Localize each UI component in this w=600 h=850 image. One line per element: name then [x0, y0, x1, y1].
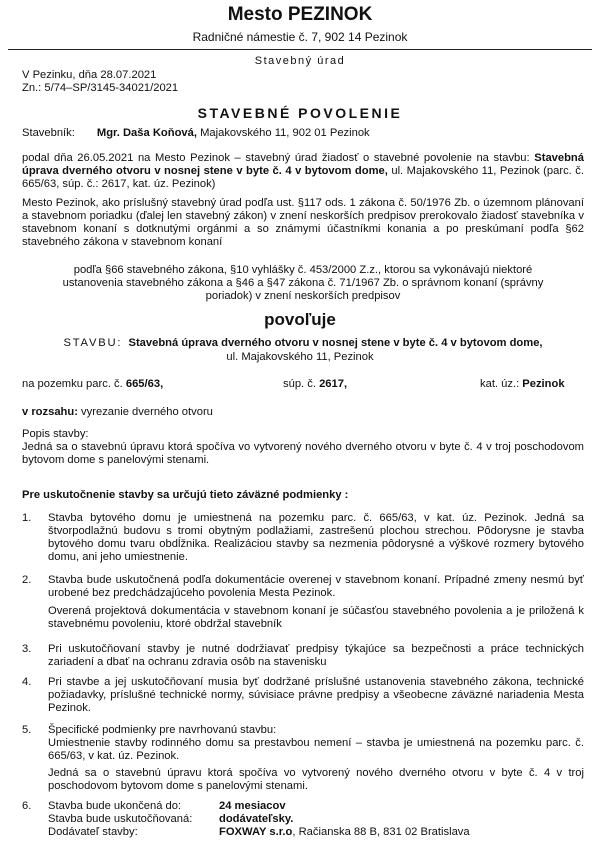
stavba-name: Stavebná úprava dverného otvoru v nosnej stene v byte č. 4 v bytovom dome,	[128, 337, 543, 349]
description-label: Popis stavby:	[22, 428, 89, 440]
request-paragraph	[22, 152, 584, 191]
kat-value: Pezinok	[522, 378, 565, 390]
contractor-line	[219, 826, 470, 839]
execution-value: dodávateľsky.	[219, 813, 294, 825]
conditions-heading: Pre uskutočnenie stavby sa určujú tieto záväzné podmienky :	[22, 489, 349, 501]
contractor-name: FOXWAY s.r.o	[219, 826, 293, 838]
reference-number: Zn.: 5/74–SP/3145-34021/2021	[22, 82, 179, 94]
condition-text: Pri stavbe a jej uskutočňovaní musia byť dodržané príslušné ustanovenia stavebného zákona, technické požiadavky, príslušné technické normy, súvisiace právne predpisy a všeobecne záväzné nariadenia Mesta Pezinok.	[48, 676, 584, 714]
builder-name: Mgr. Daša Koňová,	[96, 127, 197, 139]
completion-value: 24 mesiacov	[219, 800, 286, 812]
stavba-label: STAVBU:	[63, 337, 123, 349]
request-location: ul. Majakovského 11, Pezinok (parc. č. 665/63, súp. č.: 2617, kat. úz. Pezinok)	[22, 165, 584, 190]
condition-text: Pri uskutočňovaní stavby je nutné dodržiavať predpisy týkajúce sa bezpečnosti a práce technických zariadení a dbať na ochranu zdravia osôb na stavenisku	[48, 643, 584, 668]
contractor-address: , Račianska 88 B, 831 02 Bratislava	[292, 826, 470, 838]
city-title: Mesto PEZINOK	[227, 4, 373, 25]
request-text: podal dňa 26.05.2021 na Mesto Pezinok – stavebný úrad žiadosť o stavebné povolenie na stavbu:	[22, 152, 535, 164]
scope-value: vyrezanie dverného otvoru	[77, 406, 213, 418]
parcel-value: 665/63,	[125, 378, 164, 390]
header-divider	[8, 49, 592, 50]
condition-text-continued: Umiestnenie stavby rodinného domu sa prestavbou nemení – stavba je umiestnená na pozemku parc. č. 665/63, v kat. úz. Pezinok.	[48, 737, 584, 762]
execution-label: Stavba bude uskutočňovaná:	[48, 813, 193, 825]
condition-number: 6.	[22, 800, 32, 812]
description-text: Jedná sa o stavebnú úpravu ktorá spočíva vo vytvorený nového dverného otvoru v byte č. 4 v troj poschodovom bytovom dome s panelovými stenami.	[22, 441, 584, 466]
condition-number: 1.	[22, 512, 32, 524]
condition-text: Stavba bude uskutočnená podľa dokumentácie overenej v stavebnom konaní. Prípadné zmeny nesmú byť urobené bez predchádzajúceho povolenia Mesta Pezinok.	[48, 574, 584, 599]
completion-label: Stavba bude ukončená do:	[48, 800, 182, 812]
condition-number: 3.	[22, 643, 32, 655]
cadastral-area	[480, 378, 565, 391]
kat-label: kat. úz.:	[480, 378, 523, 390]
condition-text-continued: Overená projektová dokumentácia v stavebnom konaní je súčasťou stavebného povolenia a je priložená k stavebnému povoleniu, ktoré obdržal stavebník	[48, 605, 584, 630]
condition-text: Špecifické podmienky pre navrhovanú stavbu:	[48, 724, 277, 736]
stavba-street: ul. Majakovského 11, Pezinok	[226, 351, 374, 363]
decision-word: povoľuje	[264, 310, 336, 329]
scope-line	[22, 406, 213, 419]
builder-line	[22, 127, 584, 140]
condition-text: Stavba bytového domu je umiestnená na pozemku parc. č. 665/63, v kat. úz. Pezinok. Jedná sa štvorpodlažnú budovu s tromi obytným podlažiami, zastrešenú plochou strechou. Pôdorysne je stavba bytového domu tvaru obdĺžnika. Realizáciou stavby sa nezmenia pôdorysné a výškové rozmery bytového domu, ani jeho umiestnenie.	[48, 512, 584, 563]
request-building-name: Stavebná úprava dverného otvoru v nosnej stene v byte č. 4 v bytovom dome,	[22, 152, 584, 177]
condition-number: 4.	[22, 676, 32, 688]
builder-address: Majakovského 11, 902 01 Pezinok	[196, 127, 370, 139]
parcel-number	[22, 378, 163, 391]
condition-number: 5.	[22, 724, 32, 736]
authority-paragraph: Mesto Pezinok, ako príslušný stavebný úrad podľa ust. §117 ods. 1 zákona č. 50/1976 Zb. o územnom plánovaní a stavebnom poriadku (ďalej len stavebný zákon) v znení neskorších predpisov prerokovalo žiadosť stavebníka v stavebnom konaní s dotknutými orgánmi a so známymi účastníkmi konania a po preskúmaní podľa §62 stavebného zákona v stavebnom konaní	[22, 197, 584, 248]
contractor-label: Dodávateľ stavby:	[48, 826, 138, 838]
sup-value: 2617,	[319, 378, 348, 390]
stavba-line	[22, 337, 584, 350]
condition-text-continued: Jedná sa o stavebnú úpravu ktorá spočíva vo vytvorený nového dverného otvoru v byte č. 4 v troj poschodovom bytovom dome s panelovými stenami.	[48, 767, 584, 792]
document-title: STAVEBNÉ POVOLENIE	[197, 105, 403, 121]
scope-label: v rozsahu:	[22, 406, 78, 418]
sup-label: súp. č.	[283, 378, 320, 390]
city-address: Radničné námestie č. 7, 902 14 Pezinok	[192, 30, 408, 44]
parcel-label: na pozemku parc. č.	[22, 378, 126, 390]
condition-number: 2.	[22, 574, 32, 586]
legal-basis: podľa §66 stavebného zákona, §10 vyhlášky č. 453/2000 Z.z., ktorou sa vykonávajú niektoré ustanovenia stavebného zákona a §46 a §47 zákona č. 71/1967 Zb. o správnom konaní (správny poriadok) v znení neskorších predpisov	[62, 264, 544, 302]
office-name: Stavebný úrad	[254, 55, 346, 67]
builder-label: Stavebník:	[22, 127, 75, 139]
issue-date: V Pezinku, dňa 28.07.2021	[22, 69, 157, 81]
sup-number	[283, 378, 347, 391]
